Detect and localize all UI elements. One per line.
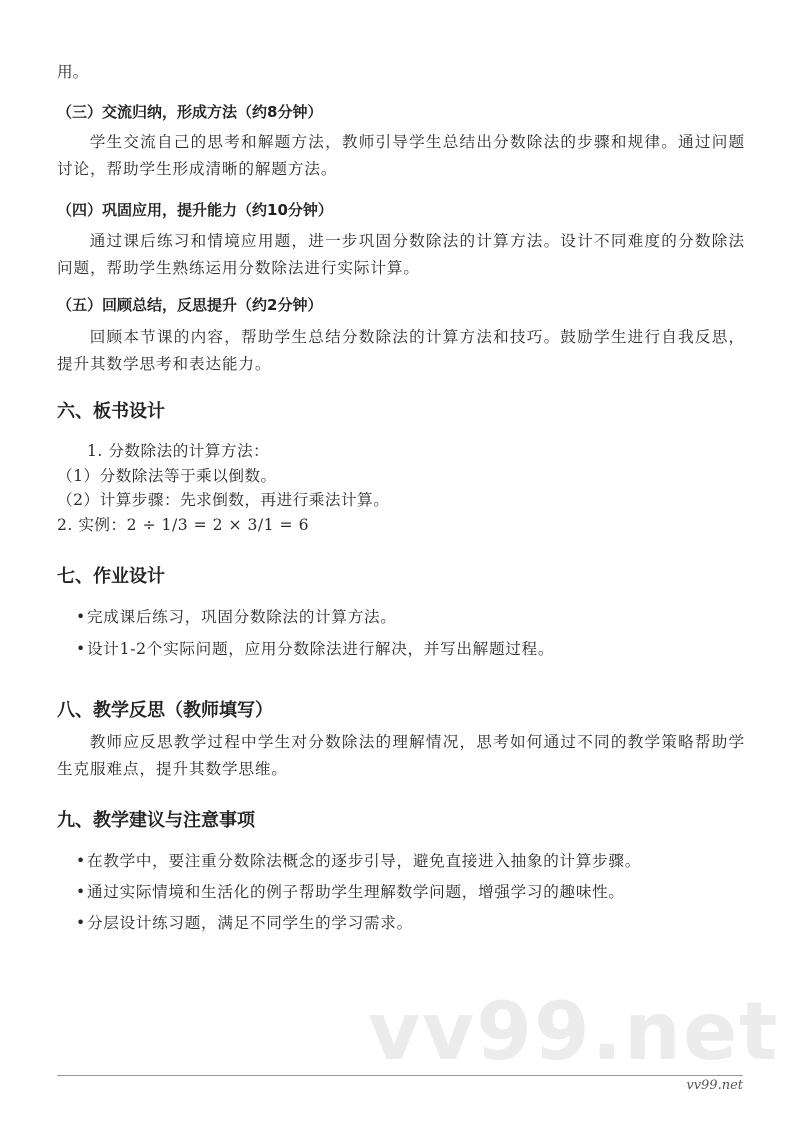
subsection-5-title: （五）回顾总结，反思提升（约2分钟）: [57, 296, 323, 314]
board-line: （2）计算步骤：先求倒数，再进行乘法计算。: [57, 491, 390, 509]
list-item: • 完成课后练习，巩固分数除法的计算方法。: [57, 601, 745, 633]
section-6-heading: 六、板书设计: [57, 401, 165, 422]
section-8-text: 教师应反思教学过程中学生对分数除法的理解情况，思考如何通过不同的教学策略帮助学生克服难点，提升其数学思维。: [57, 733, 745, 778]
footer-divider: [57, 1075, 743, 1076]
list-item: • 设计1-2个实际问题，应用分数除法进行解决，并写出解题过程。: [57, 633, 745, 665]
section-9-heading: 九、教学建议与注意事项: [57, 810, 255, 831]
subsection-5-text: 回顾本节课的内容，帮助学生总结分数除法的计算方法和技巧。鼓励学生进行自我反思，提升其数学思考和表达能力。: [57, 328, 745, 373]
subsection-3-text: 学生交流自己的思考和解题方法，教师引导学生总结出分数除法的步骤和规律。通过问题讨论，帮助学生形成清晰的解题方法。: [57, 133, 745, 178]
homework-list: [57, 601, 745, 665]
board-line: （1）分数除法等于乘以倒数。: [57, 466, 277, 485]
list-item: • 通过实际情境和生活化的例子帮助学生理解数学问题，增强学习的趣味性。: [57, 877, 745, 908]
subsection-3-title: （三）交流归纳，形成方法（约8分钟）: [57, 103, 323, 121]
subsection-4-text: 通过课后练习和情境应用题，进一步巩固分数除法的计算方法。设计不同难度的分数除法问题，帮助学生熟练运用分数除法进行实际计算。: [57, 232, 745, 277]
watermark: vv99.net: [368, 985, 780, 1078]
section-7-heading: 七、作业设计: [57, 566, 165, 587]
suggestions-list: [57, 846, 745, 939]
list-item: • 在教学中，要注重分数除法概念的逐步引导，避免直接进入抽象的计算步骤。: [57, 846, 745, 877]
list-item: • 分层设计练习题，满足不同学生的学习需求。: [57, 908, 745, 939]
board-design: [57, 439, 745, 537]
footer-site: vv99.net: [686, 1078, 743, 1093]
subsection-4-title: （四）巩固应用，提升能力（约10分钟）: [57, 201, 333, 219]
board-line: 1. 分数除法的计算方法：: [87, 442, 270, 460]
section-8-heading: 八、教学反思（教师填写）: [57, 700, 273, 721]
continuation-text: 用。: [57, 63, 89, 81]
board-line: 2. 实例：2 ÷ 1/3 = 2 × 3/1 = 6: [57, 515, 309, 534]
